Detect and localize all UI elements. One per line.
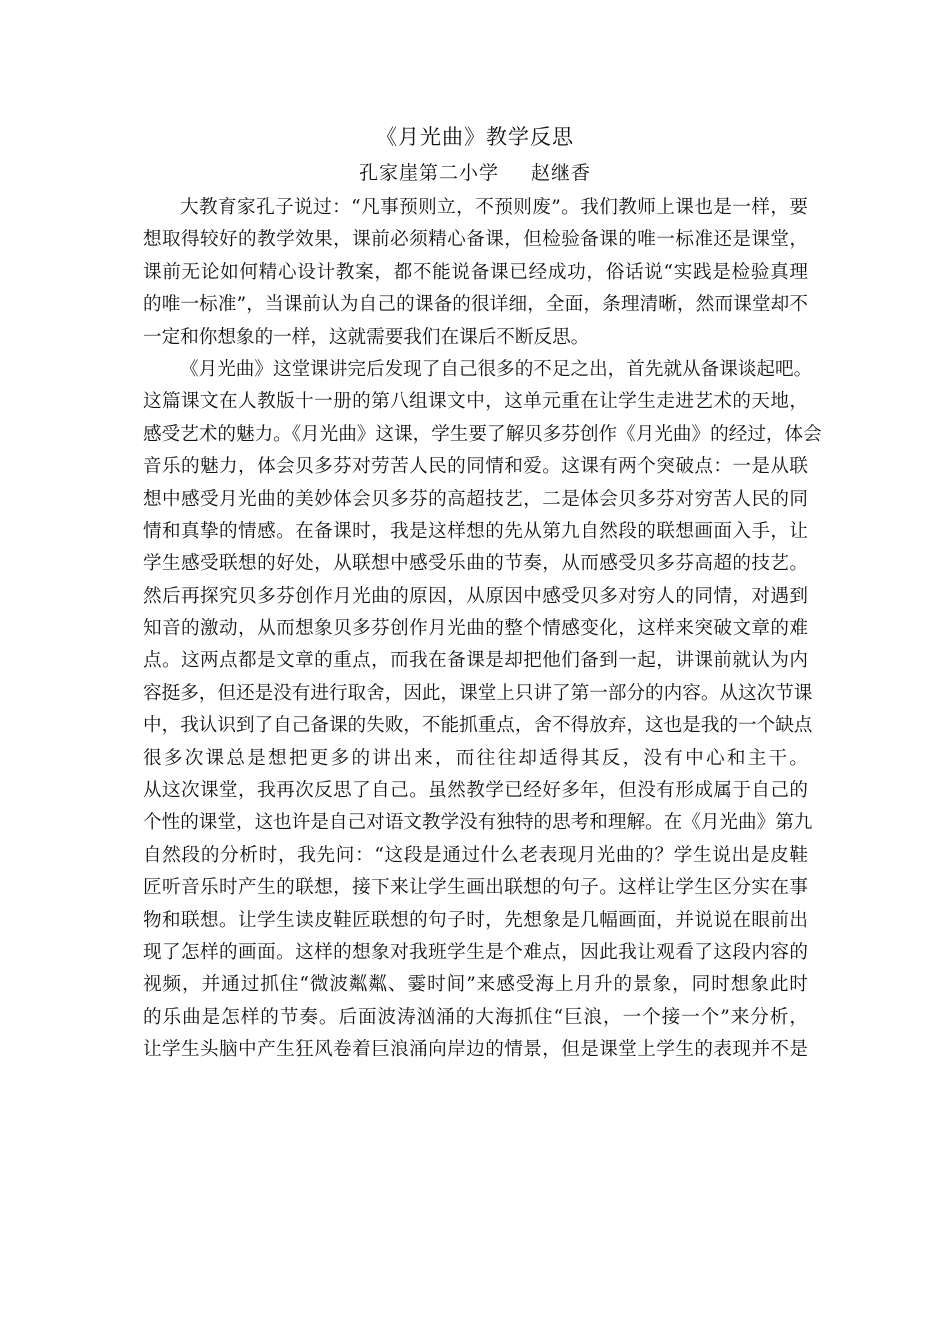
- paragraph-2-line: 《月光曲》这堂课讲完后发现了自己很多的不足之出，首先就从备课谈起吧。: [180, 358, 813, 380]
- paragraph-2-line: 想中感受月光曲的美妙体会贝多芬的高超技艺，二是体会贝多芬对穷苦人民的同: [143, 488, 808, 510]
- paragraph-2-line: 从这次课堂，我再次反思了自己。虽然教学已经好多年，但没有形成属于自己的: [143, 780, 808, 802]
- paragraph-2-line: 学生感受联想的好处，从联想中感受乐曲的节奏，从而感受贝多芬高超的技艺。: [143, 553, 808, 575]
- paragraph-1-line: 课前无论如何精心设计教案，都不能说备课已经成功，俗话说“实践是检验真理: [143, 261, 808, 283]
- paragraph-2-line: 现了怎样的画面。这样的想象对我班学生是个难点，因此我让观看了这段内容的: [143, 941, 808, 963]
- paragraph-2-line: 这篇课文在人教版十一册的第八组课文中，这单元重在让学生走进艺术的天地，: [143, 391, 808, 413]
- document-title: 《月光曲》教学反思: [376, 125, 574, 149]
- paragraph-2-line: 个性的课堂，这也许是自己对语文教学没有独特的思考和理解。在《月光曲》第九: [143, 812, 813, 834]
- paragraph-2-line: 中，我认识到了自己备课的失败，不能抓重点，舍不得放弃，这也是我的一个缺点: [143, 715, 813, 737]
- author-line: [0, 159, 950, 187]
- paragraph-2-line: 然后再探究贝多芬创作月光曲的原因，从原因中感受贝多对穷人的同情，对遇到: [143, 585, 808, 607]
- paragraph-2-line: 的乐曲是怎样的节奏。后面波涛汹涌的大海抓住“巨浪，一个接一个”来分析，: [143, 1006, 808, 1028]
- paragraph-2-line: 感受艺术的魅力。《月光曲》这课，学生要了解贝多芬创作《月光曲》的经过，体会: [143, 423, 822, 445]
- paragraph-2-line: 容挺多，但还是没有进行取舍，因此，课堂上只讲了第一部分的内容。从这次节课: [143, 682, 813, 704]
- paragraph-2-line: 情和真挚的情感。在备课时，我是这样想的先从第九自然段的联想画面入手，让: [143, 520, 808, 542]
- paragraph-2-line: 匠听音乐时产生的联想，接下来让学生画出联想的句子。这样让学生区分实在事: [143, 877, 808, 899]
- paragraph-2-line: 让学生头脑中产生狂风卷着巨浪涌向岸边的情景，但是课堂上学生的表现并不是: [143, 1039, 808, 1061]
- paragraph-2-line: 点。这两点都是文章的重点，而我在备课是却把他们备到一起，讲课前就认为内: [143, 650, 808, 672]
- paragraph-2-line: 音乐的魅力，体会贝多芬对劳苦人民的同情和爱。这课有两个突破点：一是从联: [143, 456, 808, 478]
- body-text: [143, 192, 822, 1067]
- paragraph-2-line: 自然段的分析时，我先问：“这段是通过什么老表现月光曲的？学生说出是皮鞋: [143, 844, 808, 866]
- author-name: 赵继香: [531, 162, 592, 184]
- paragraph-1-line: 想取得较好的教学效果，课前必须精心备课，但检验备课的唯一标准还是课堂，: [143, 229, 808, 251]
- paragraph-2-line: 很多次课总是想把更多的讲出来，而往往却适得其反，没有中心和主干。: [143, 747, 808, 769]
- paragraph-1-line: 的唯一标准”，当课前认为自己的课备的很详细，全面，条理清晰，然而课堂却不: [143, 294, 808, 316]
- paragraph-1-line: 一定和你想象的一样，这就需要我们在课后不断反思。: [143, 326, 590, 348]
- paragraph-2-line: 物和联想。让学生读皮鞋匠联想的句子时，先想象是几幅画面，并说说在眼前出: [143, 909, 808, 931]
- paragraph-2-line: 视频，并通过抓住“微波粼粼、霎时间”来感受海上月升的景象，同时想象此时: [143, 974, 808, 996]
- paragraph-1-line: 大教育家孔子说过：“凡事预则立，不预则废”。我们教师上课也是一样，要: [180, 197, 808, 218]
- author-school: 孔家崖第二小学: [358, 162, 499, 184]
- paragraph-2-line: 知音的激动，从而想象贝多芬创作月光曲的整个情感变化，这样来突破文章的难: [143, 618, 808, 640]
